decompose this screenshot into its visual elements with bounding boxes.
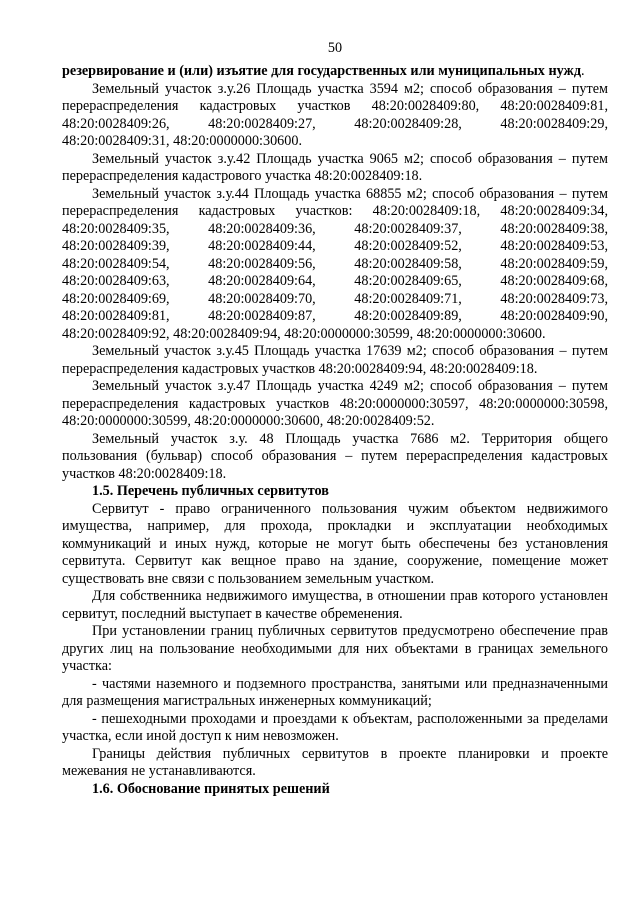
section-heading-1-5: 1.5. Перечень публичных сервитутов [92, 483, 329, 499]
continuation-paragraph [62, 63, 608, 81]
continuation-bold-text: резервирование и (или) изъятие для государственных или муниципальных нужд [62, 63, 581, 79]
land-plot-paragraph-26: Земельный участок з.у.26 Площадь участка 3594 м2; способ образования – путем перераспределения кадастровых участков 48:20:0028409:80, 48:20:0028409:81, 48:20:0028409:26, 48:20:0028409:27, 48:20:0028409:28, 48:20:0028409:29, 48:20:0028409:31, 48:20:0000000:30600. [62, 80, 608, 149]
servitude-list-item-passages: - пешеходными проходами и проездами к объектам, расположенными за пределами участка, если иной доступ к ним невозможен. [62, 710, 608, 744]
servitude-boundaries-paragraph: При установлении границ публичных сервитутов предусмотрено обеспечение прав других лиц на пользование необходимыми для них объектами в границах земельного участка: [62, 623, 608, 674]
land-plot-paragraph-42: Земельный участок з.у.42 Площадь участка 9065 м2; способ образования – путем перераспределения кадастрового участка 48:20:0028409:18. [62, 150, 608, 184]
servitude-owner-paragraph: Для собственника недвижимого имущества, в отношении прав которого установлен сервитут, последний выступает в качестве обременения. [62, 588, 608, 622]
land-plot-paragraph-48: Земельный участок з.у. 48 Площадь участка 7686 м2. Территория общего пользования (бульвар) способ образования – путем перераспределения кадастровых участков 48:20:0028409:18. [62, 430, 608, 482]
servitude-not-established-paragraph: Границы действия публичных сервитутов в проекте планировки и проекте межевания не устанавливаются. [62, 745, 608, 779]
servitude-list-item-space: - частями наземного и подземного пространства, занятыми или предназначенными для размещения магистральных инженерных коммуникаций; [62, 675, 608, 709]
section-heading-1-6: 1.6. Обоснование принятых решений [92, 780, 330, 797]
servitude-definition-paragraph: Сервитут - право ограниченного пользования чужим объектом недвижимого имущества, например, для прохода, прокладки и эксплуатации необходимых коммуникаций и иных нужд, которые не могут быть обеспечены без установления сервитута. Сервитут как вещное право на здание, сооружение, помещение может существовать вне связи с пользованием земельным участком. [62, 500, 608, 587]
document-page [62, 0, 608, 798]
land-plot-paragraph-47: Земельный участок з.у.47 Площадь участка 4249 м2; способ образования – путем перераспределения кадастровых участков 48:20:0000000:30597, 48:20:0000000:30598, 48:20:0000000:30599, 48:20:0000000:30600, 48:20:0028409:52. [62, 378, 608, 429]
land-plot-paragraph-44: Земельный участок з.у.44 Площадь участка 68855 м2; способ образования – путем перераспределения кадастровых участков: 48:20:0028409:18, 48:20:0028409:34, 48:20:0028409:35, 48:20:0028409:36, 48:20:0028409:37, 48:20:0028409:38, 48:20:0028409:39, 48:20:0028409:44, 48:20:0028409:52, 48:20:0028409:53, 48:20:0028409:54, 48:20:0028409:56, 48:20:0028409:58, 48:20:0028409:59, 48:20:0028409:63, 48:20:0028409:64, 48:20:0028409:65, 48:20:0028409:68, 48:20:0028409:69, 48:20:0028409:70, 48:20:0028409:71, 48:20:0028409:73, 48:20:0028409:81, 48:20:0028409:87, 48:20:0028409:89, 48:20:0028409:90, 48:20:0028409:92, 48:20:0028409:94, 48:20:0000000:30599, 48:20:0000000:30600. [62, 185, 608, 342]
land-plot-paragraph-45: Земельный участок з.у.45 Площадь участка 17639 м2; способ образования – путем перераспределения кадастровых участков 48:20:0028409:94, 48:20:0028409:18. [62, 343, 608, 377]
page-number: 50 [327, 40, 343, 56]
continuation-end: . [581, 63, 585, 79]
